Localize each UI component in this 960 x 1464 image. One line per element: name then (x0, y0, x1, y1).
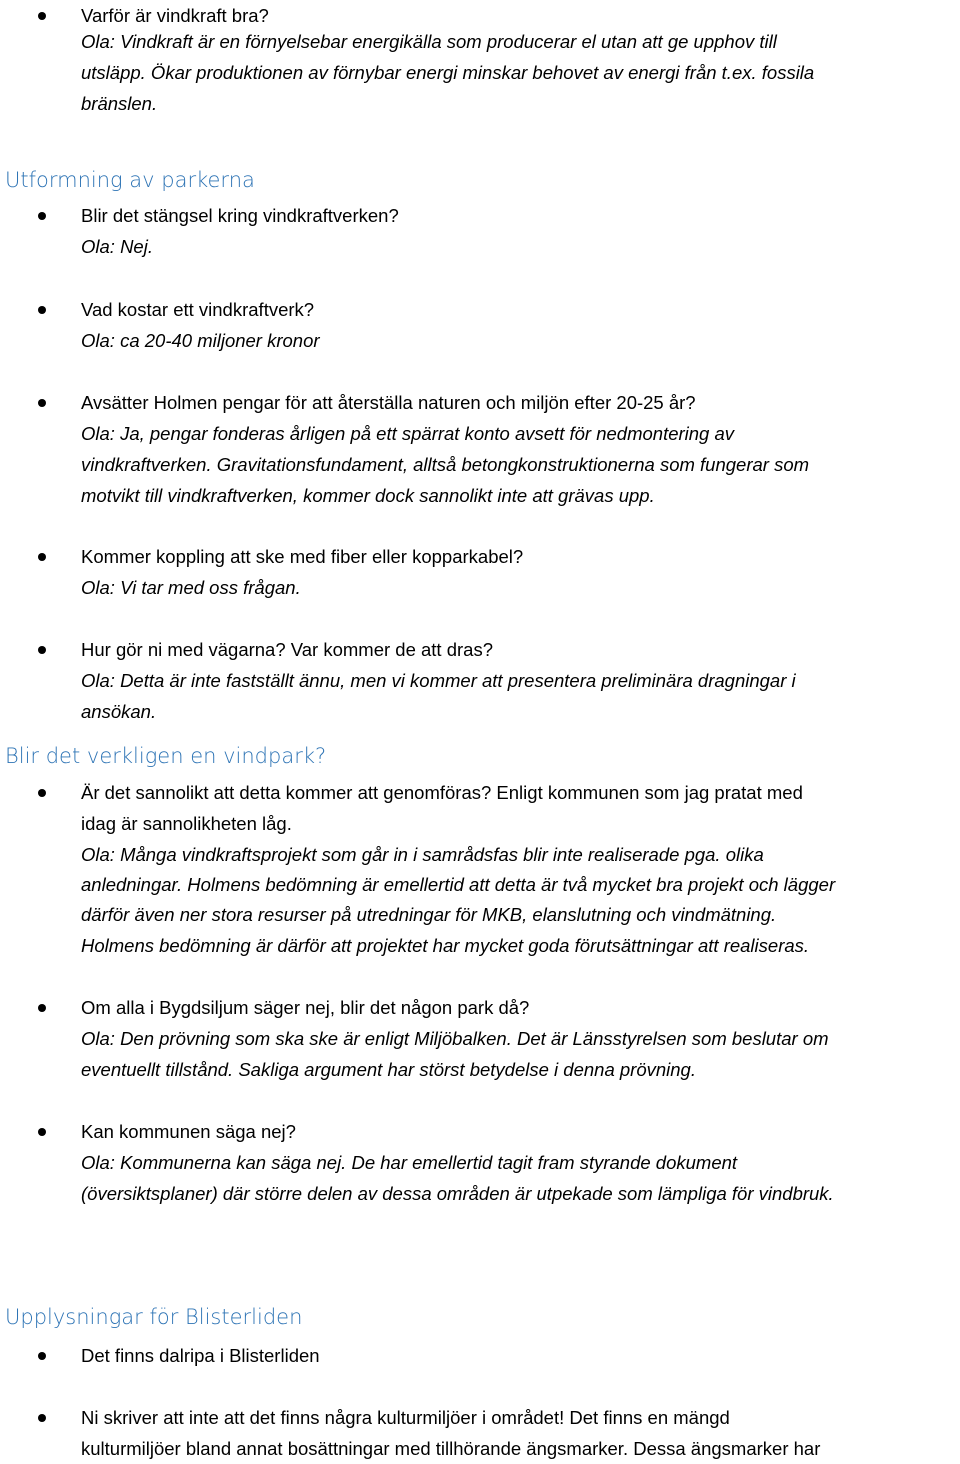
bullet (38, 646, 46, 654)
question: Om alla i Bygdsiljum säger nej, blir det någon park då? (81, 997, 530, 1018)
question: Kommer koppling att ske med fiber eller kopparkabel? (81, 546, 524, 567)
answer: Ola: Vindkraft är en förnyelsebar energikälla som producerar el utan att ge upphov till (81, 31, 777, 52)
answer: Ola: Vi tar med oss frågan. (81, 577, 301, 598)
answer: Holmens bedömning är därför att projektet har mycket goda förutsättningar att realiseras. (81, 935, 810, 956)
answer: Ola: Den prövning som ska ske är enligt Miljöbalken. Det är Länsstyrelsen som beslutar om (81, 1028, 829, 1049)
section-heading: Upplysningar för Blisterliden (5, 1305, 303, 1329)
bullet (38, 1352, 46, 1360)
answer: därför även ner stora resurser på utredningar för MKB, elanslutning och vindmätning. (81, 904, 777, 925)
answer: Ola: Detta är inte fastställt ännu, men vi kommer att presentera preliminära dragningar i (81, 670, 796, 691)
answer: anledningar. Holmens bedömning är emellertid att detta är två mycket bra projekt och lägger (81, 874, 836, 895)
bullet (38, 212, 46, 220)
bullet (38, 1004, 46, 1012)
question: Varför är vindkraft bra? (81, 5, 269, 26)
answer: Ola: ca 20-40 miljoner kronor (81, 330, 320, 351)
question: kulturmiljöer bland annat bosättningar med tillhörande ängsmarker. Dessa ängsmarker har (81, 1438, 821, 1459)
question: Är det sannolikt att detta kommer att genomföras? Enligt kommunen som jag pratat med (81, 782, 803, 803)
answer: motvikt till vindkraftverken, kommer dock sannolikt inte att grävas upp. (81, 485, 655, 506)
answer: Ola: Kommunerna kan säga nej. De har emellertid tagit fram styrande dokument (81, 1152, 738, 1173)
bullet (38, 1414, 46, 1422)
bullet (38, 399, 46, 407)
question: Kan kommunen säga nej? (81, 1121, 296, 1142)
question: Blir det stängsel kring vindkraftverken? (81, 205, 399, 226)
bullet (38, 789, 46, 797)
question: Vad kostar ett vindkraftverk? (81, 299, 315, 320)
question: idag är sannolikheten låg. (81, 813, 292, 834)
answer: vindkraftverken. Gravitationsfundament, alltså betongkonstruktionerna som fungerar som (81, 454, 810, 475)
answer: eventuellt tillstånd. Sakliga argument har störst betydelse i denna prövning. (81, 1059, 696, 1080)
question: Avsätter Holmen pengar för att återställa naturen och miljön efter 20-25 år? (81, 392, 696, 413)
question: Ni skriver att inte att det finns några kulturmiljöer i området! Det finns en mängd (81, 1407, 730, 1428)
section-heading: Utformning av parkerna (5, 168, 255, 192)
question: Hur gör ni med vägarna? Var kommer de att dras? (81, 639, 493, 660)
question: Det finns dalripa i Blisterliden (81, 1345, 320, 1366)
answer: Ola: Ja, pengar fonderas årligen på ett spärrat konto avsett för nedmontering av (81, 423, 735, 444)
bullet (38, 553, 46, 561)
answer: Ola: Nej. (81, 236, 153, 257)
answer: utsläpp. Ökar produktionen av förnybar energi minskar behovet av energi från t.ex. fossila (81, 62, 815, 83)
bullet (38, 12, 46, 20)
answer: bränslen. (81, 93, 158, 114)
bullet (38, 1128, 46, 1136)
section-heading: Blir det verkligen en vindpark? (5, 744, 327, 768)
answer: (översiktsplaner) där större delen av dessa områden är utpekade som lämpliga för vindbruk. (81, 1183, 834, 1204)
answer: ansökan. (81, 701, 157, 722)
bullet (38, 306, 46, 314)
answer: Ola: Många vindkraftsprojekt som går in i samrådsfas blir inte realiserade pga. olika (81, 844, 764, 865)
